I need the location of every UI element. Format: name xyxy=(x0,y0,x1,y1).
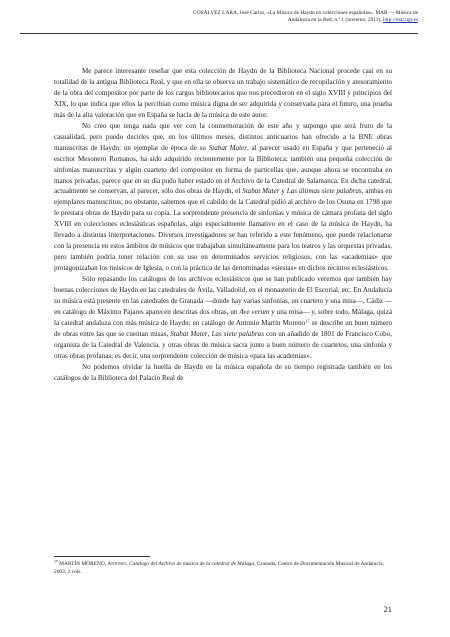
text-run: se describe un buen número de obras entre las que se cuentan misas, xyxy=(54,318,392,338)
italic-title: Stabat Mater xyxy=(170,329,208,338)
running-header xyxy=(20,10,418,24)
header-line-1: GOSÁLVEZ LARA, José Carlos, «La Música de Haydn en colecciones españolas», MAR — Música de xyxy=(192,10,418,16)
footnote-ref[interactable]: 17 xyxy=(305,318,310,324)
paragraph xyxy=(54,121,392,274)
footnote-separator: , xyxy=(126,561,130,567)
text-run: y una misa— y, sobre todo, Málaga, quizá la catedral andaluza con más música de Haydn: en catálogo de Antonio Martín Moreno xyxy=(54,307,393,327)
italic-title: Las últimas siete palabras xyxy=(286,187,362,196)
italic-title: Stabat Mater xyxy=(242,187,280,196)
journal-link[interactable]: http://mar.ugr.es xyxy=(382,17,418,24)
text-run: Sólo repasando los catálogos de los archivos eclesiásticos que se han publicado veremos que también hay buenas colecciones de Haydn en las catedrales de Ávila, Valladolid, en el monasterio de El Escorial, etc. En Andalucía su música está presente en las catedrales de Granada —donde hay varias sinfonías, un cuarteto y una misa—, Cádiz —en catálogo de Máximo Pajares aparecen descritas dos obras, un xyxy=(54,275,392,316)
header-divider xyxy=(20,33,418,34)
footnote-17 xyxy=(54,560,392,576)
text-run: , al parecer usado en España y que perteneció al escritor Mesonero Romanos, ha sido adquirido recientemente por la Biblioteca; también una pequeña colección de sinfonías manuscritas y algún cuarteto del compositor en forma de particellas que, aunque ahora se encontraba en manos privadas, parece que en su día pudo haber estado en el Archivo de la Catedral de Salamanca. En dicha catedral, actualmente se conservan, al parecer, sólo dos obras de Haydn, el xyxy=(54,143,392,196)
header-journal-issue: Andalucía en la Red, n.º 1 (invierno, 2011), xyxy=(287,17,383,24)
page-number: 21 xyxy=(383,604,392,614)
paragraph xyxy=(54,362,392,384)
italic-title: Ave verum xyxy=(239,307,270,316)
article-body xyxy=(54,66,392,384)
text-run: No creo que tenga nada que ver con la conmemoración de este año y supongo que será fruto de la casualidad, pero puedo decirles que, en los últimos meses, distintos anticuarios han ofrecido a la BNE obras manuscritas de Haydn: un ejemplar de época de su xyxy=(54,121,392,152)
footnote-divider xyxy=(54,556,150,557)
text-run: y xyxy=(279,187,287,196)
text-run: , ambas en ejemplares manuscritos; no obstante, sabemos que el cabildo de la Catedral pidió al archivo de los Osuna en 1798 que le prestara obras de Haydn para su copia. La sorprendente presencia de sinfonías y música de cámara profana del siglo XVIII en colecciones eclesiásticas españolas, algo especialmente llamativo en el caso de la música de Haydn, ha llevado a distintas interpretaciones. Diversos investigadores se han referido a este fenómeno, que puede relacionarse con la presencia en estos ámbitos de músicos que trabajaban simultáneamente para los teatros y las orquestas privadas, pero también podría tener relación con su uso en determinados servicios religiosos, con las «academias» que protagonizaban los músicos de Iglesia, o con la práctica de las denominadas «siestas» en dichos recintos eclesiásticos. xyxy=(54,187,393,273)
footnote-title: Catálogo del Archivo de música de la catedral de Málaga xyxy=(129,561,255,567)
text-run: No podemos olvidar la huella de Haydn en la música española de su tiempo registrada también en los catálogos de la Biblioteca del Palacio Real de xyxy=(54,362,392,382)
text-run: con un añadido de 1801 de Francisco Cobo, organista de la Catedral de Valencia, y otras obras de música sacra junto a buen número de cuartetos, una sinfonía y otras obras profanas; es decir, una sorprendente colección de música «para las academias». xyxy=(54,329,393,360)
paragraph xyxy=(54,274,392,362)
text-run: Me parece interesante reseñar que esta colección de Haydn de la Biblioteca Nacional procede casi en su totalidad de la antigua Biblioteca Real, y que en ella se observa un trabajo sistemático de recopilación y atesoramiento de la obra del compositor por parte de los cargos bibliotecarios que nos precedieron en el siglo XVIII y principios del XIX, lo que indica que ellos la percibían como música digna de ser adquirida y conservada para el futuro, una prueba más de la alta valoración que en España se hacía de la música de este autor. xyxy=(54,67,392,119)
footnote-author: MARTÍN MORENO, Antonio xyxy=(59,561,127,567)
footnote-publication: , Granada, Centro de Documentación Musical de Andalucía, 2003, 2 vols. xyxy=(54,561,385,576)
paragraph xyxy=(54,66,392,121)
italic-title: Stabat Mater xyxy=(208,143,247,152)
italic-title: Las siete palabras xyxy=(211,329,264,338)
text-run: , xyxy=(207,329,212,338)
header-line-2 xyxy=(20,17,418,24)
footnote-number: 17 xyxy=(54,560,58,564)
